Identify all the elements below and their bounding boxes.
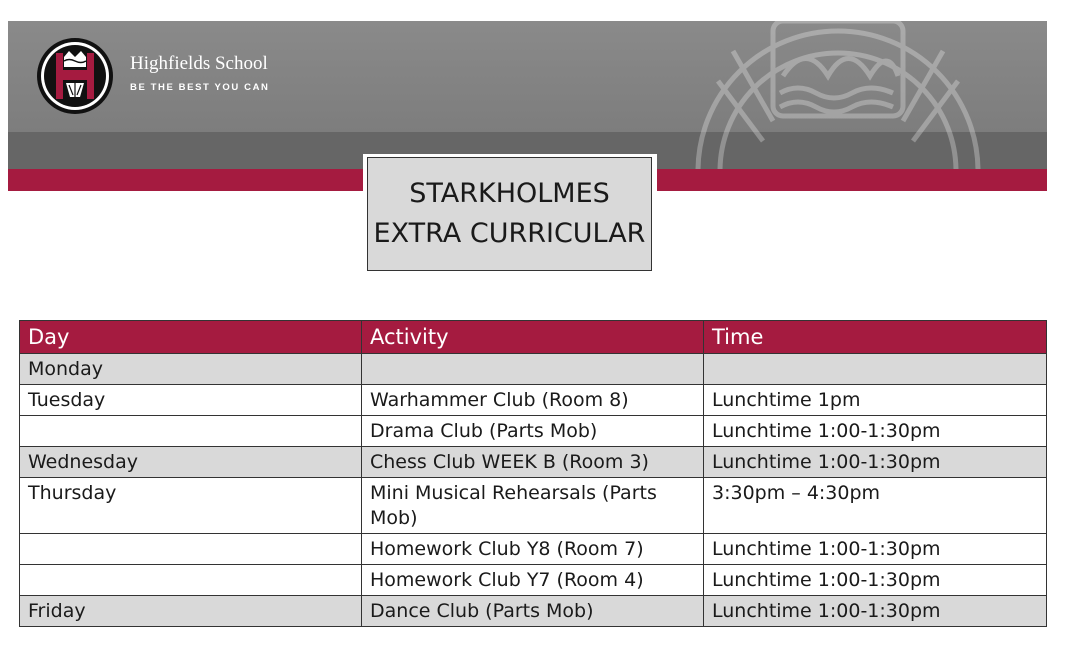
day-cell: Thursday [20,478,362,534]
time-cell: Lunchtime 1:00-1:30pm [704,596,1047,627]
table-row [20,596,1047,627]
activity-cell: Chess Club WEEK B (Room 3) [362,447,704,478]
activity-cell [362,354,704,385]
activity-cell: Warhammer Club (Room 8) [362,385,704,416]
day-cell: Monday [20,354,362,385]
column-header-time: Time [704,321,1047,354]
table-header-row [20,321,1047,354]
table-row [20,565,1047,596]
page-title-box [367,157,652,271]
table-row [20,447,1047,478]
time-cell: Lunchtime 1:00-1:30pm [704,565,1047,596]
column-header-activity: Activity [362,321,704,354]
day-cell: Tuesday [20,385,362,416]
time-cell: 3:30pm – 4:30pm [704,478,1047,534]
day-cell [20,416,362,447]
day-cell: Friday [20,596,362,627]
day-cell [20,534,362,565]
table-row [20,416,1047,447]
table-row [20,478,1047,534]
time-cell: Lunchtime 1:00-1:30pm [704,534,1047,565]
school-name: Highfields School [130,53,268,74]
activities-table [19,320,1047,627]
school-logo-icon [36,37,114,115]
time-cell: Lunchtime 1:00-1:30pm [704,416,1047,447]
page-title-line-2: EXTRA CURRICULAR [373,218,646,249]
time-cell: Lunchtime 1pm [704,385,1047,416]
activity-cell: Homework Club Y7 (Room 4) [362,565,704,596]
column-header-day: Day [20,321,362,354]
activity-cell: Drama Club (Parts Mob) [362,416,704,447]
activity-cell: Mini Musical Rehearsals (Parts Mob) [362,478,704,534]
table-row [20,385,1047,416]
page-title-line-1: STARKHOLMES [409,178,610,209]
day-cell: Wednesday [20,447,362,478]
table-row [20,354,1047,385]
activity-cell: Dance Club (Parts Mob) [362,596,704,627]
activity-cell: Homework Club Y8 (Room 7) [362,534,704,565]
time-cell: Lunchtime 1:00-1:30pm [704,447,1047,478]
day-cell [20,565,362,596]
school-crest-watermark-icon [688,21,988,169]
time-cell [704,354,1047,385]
school-tagline: BE THE BEST YOU CAN [130,82,270,93]
table-row [20,534,1047,565]
